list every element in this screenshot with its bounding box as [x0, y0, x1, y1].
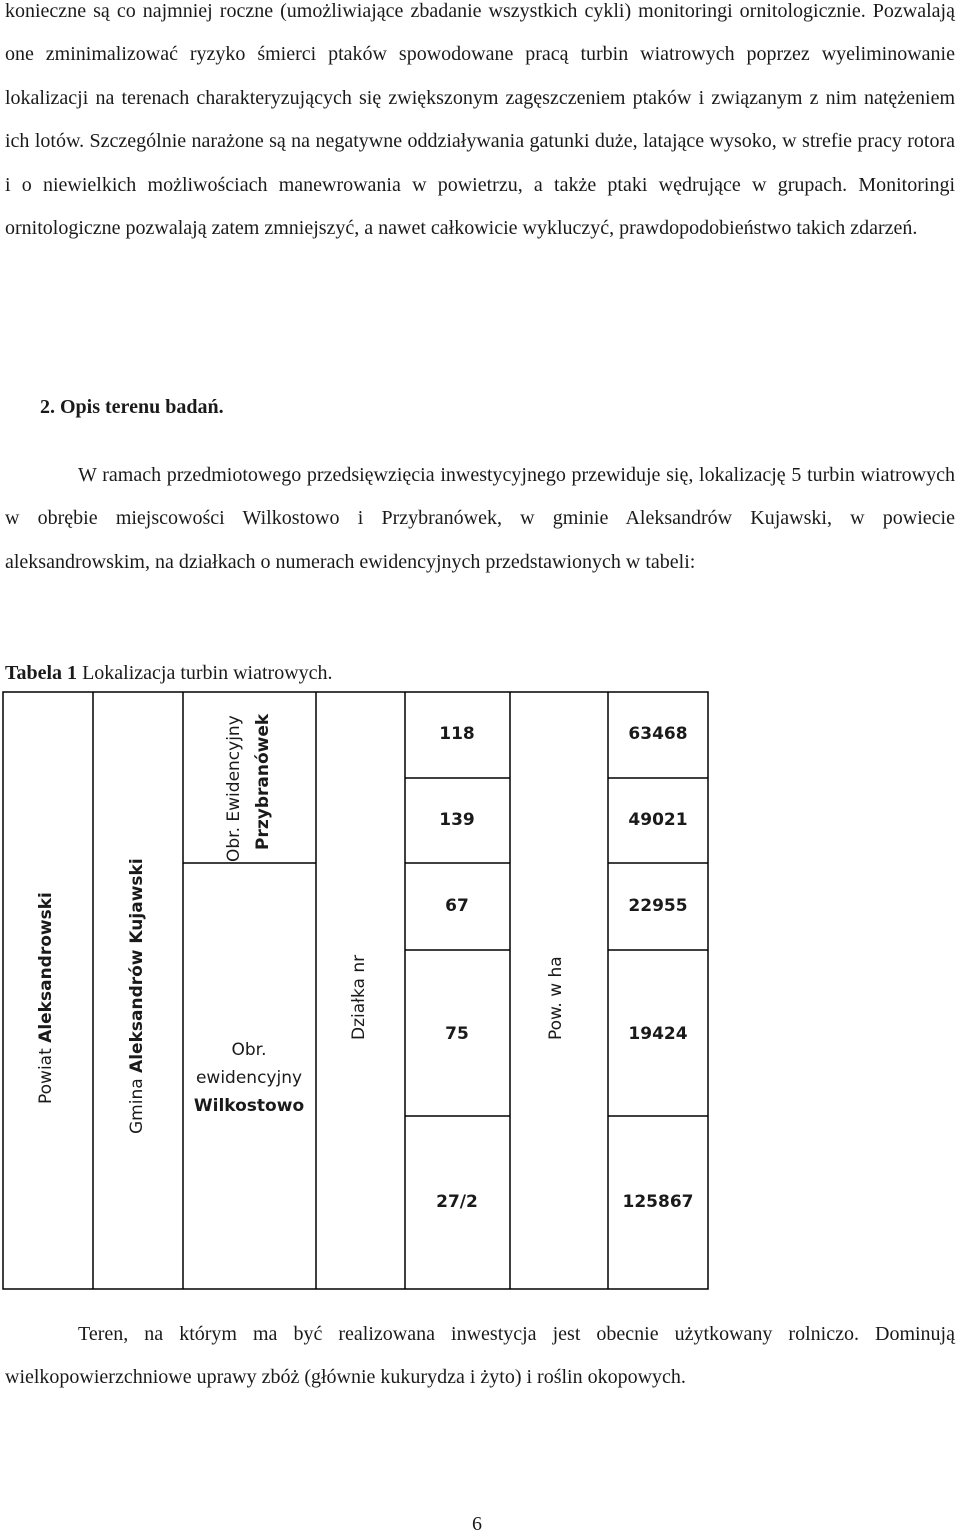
table-cell-dzialka: 67 — [445, 896, 469, 916]
obreb-wilkostowo-name: Wilkostowo — [193, 1096, 305, 1116]
column-header-pow: Pow. w ha — [546, 956, 566, 1040]
powiat-name: Aleksandrowski — [36, 892, 56, 1043]
table-cell-dzialka: 75 — [445, 1024, 469, 1044]
table-cell-pow: 22955 — [628, 896, 688, 916]
obreb-wilkostowo-prefix-2: ewidencyjny — [195, 1068, 303, 1088]
obreb-wilkostowo-prefix-1: Obr. — [231, 1040, 267, 1060]
obreb-przybranowek-name: Przybranówek — [253, 713, 273, 850]
table-cell-dzialka: 118 — [439, 724, 475, 744]
section-heading: 2. Opis terenu badań. — [40, 396, 224, 418]
obreb-wilkostowo-header — [186, 1036, 312, 1120]
gmina-header — [127, 858, 147, 1134]
table-cell-dzialka: 27/2 — [436, 1192, 478, 1212]
table-cell-dzialka: 139 — [439, 810, 475, 830]
table-cell-pow: 63468 — [628, 724, 688, 744]
table-caption — [5, 662, 333, 685]
table-cell-pow: 49021 — [628, 810, 688, 830]
table-caption-label: Tabela 1 — [5, 662, 78, 684]
land-use-paragraph: Teren, na którym ma być realizowana inwestycja jest obecnie użytkowany rolniczo. Dominują wielkopowierzchniowe uprawy zbóż (głównie kukurydza i żyto) i roślin okopowych. — [5, 1323, 955, 1389]
gmina-prefix: Gmina — [127, 1072, 147, 1134]
table-cell-pow: 125867 — [622, 1192, 694, 1212]
intro-paragraph: konieczne są co najmniej roczne (umożliwiające zbadanie wszystkich cykli) monitoringi ornitologicznie. Pozwalają one zminimalizować ryzyko śmierci ptaków spowodowane pracą turbin wiatrowych poprzez wyeliminowanie lokalizacji na terenach charakteryzujących się zwiększonym zagęszczeniem ptaków i związanym z nim natężeniem ich lotów. Szczególnie narażone są na negatywne oddziaływania gatunki duże, latające wysoko, w strefie pracy rotora i o niewielkich możliwościach manewrowania w powietrzu, a także ptaki wędrujące w grupach. Monitoringi ornitologiczne pozwalają zatem zmniejszyć, a nawet całkowicie wykluczyć, prawdopodobieństwo takich zdarzeń. — [5, 0, 955, 240]
obreb-przybranowek-prefix: Obr. Ewidencyjny — [224, 715, 244, 862]
page-number: 6 — [472, 1513, 482, 1535]
powiat-prefix: Powiat — [36, 1042, 56, 1104]
description-paragraph: W ramach przedmiotowego przedsięwzięcia inwestycyjnego przewiduje się, lokalizację 5 turbin wiatrowych w obrębie miejscowości Wilkostowo i Przybranówek, w gminie Aleksandrów Kujawski, w powiecie aleksandrowskim, na działkach o numerach ewidencyjnych przedstawionych w tabeli: — [5, 464, 955, 573]
table-caption-text: Lokalizacja turbin wiatrowych. — [77, 662, 333, 684]
gmina-name: Aleksandrów Kujawski — [127, 858, 147, 1073]
column-header-dzialka: Działka nr — [349, 954, 369, 1040]
table-cell-pow: 19424 — [628, 1024, 688, 1044]
powiat-header — [36, 892, 56, 1104]
